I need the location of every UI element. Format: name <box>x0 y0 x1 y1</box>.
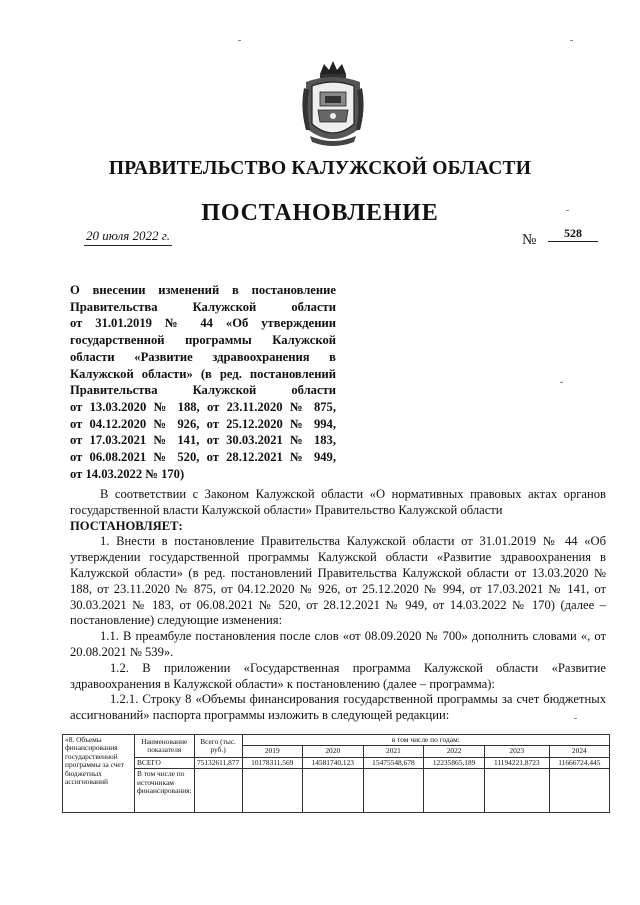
subject-line: от 04.12.2020 № 926, от 25.12.2020 № 994, <box>70 416 336 431</box>
preamble-paragraph: В соответствии с Законом Калужской области «О нормативных правовых актах органов государственной власти Калужской области» Правительство Калужской области <box>70 487 606 517</box>
scan-speck <box>560 382 563 383</box>
clause-1: 1. Внести в постановление Правительства Калужской области от 31.01.2019 № 44 «Об утверждении государственной программы Калужской области «Развитие здравоохранения в Калужской области» (в ред. постановлений Правительства Калужской области от 13.03.2020 № 188, от 23.11.2020 № 875, от 04.12.2020 № 926, от 25.12.2020 № 994, от 17.03.2021 № 141, от 30.03.2021 № 183, от 06.08.2021 № 520, от 28.12.2021 № 949, от 14.03.2022 № 170) (далее – постановление) следующие изменения: <box>70 534 606 628</box>
clause-1-2-1: 1.2.1. Строку 8 «Объемы финансирования государственной программы за счет бюджетных ассигнований» паспорта программы изложить в следующей редакции: <box>70 692 606 723</box>
document-body <box>70 487 606 724</box>
empty-cell <box>363 769 424 813</box>
organization-title: ПРАВИТЕЛЬСТВО КАЛУЖСКОЙ ОБЛАСТИ <box>108 158 532 179</box>
year-value: 11666724,445 <box>549 757 609 768</box>
subject-line: О внесении изменений в постановление <box>70 283 336 297</box>
year-value: 15475548,678 <box>363 757 424 768</box>
table-row-label: «8. Объемы финансирования государственной программы за счет бюджетных ассигнований <box>63 735 135 813</box>
document-date: 20 июля 2022 г. <box>84 228 172 246</box>
subject-line: от 17.03.2021 № 141, от 30.03.2021 № 183, <box>70 433 336 448</box>
col-header-total: Всего (тыс. руб.) <box>194 735 242 758</box>
empty-cell <box>242 769 302 813</box>
year-header: 2020 <box>302 746 363 757</box>
year-header: 2022 <box>424 746 485 757</box>
document-subject <box>70 282 336 482</box>
scan-speck <box>574 718 577 719</box>
empty-cell <box>424 769 485 813</box>
clause-1-1: 1.1. В преамбуле постановления после слов «от 08.09.2020 № 700» дополнить словами «, от 20.08.2021 № 539». <box>70 629 606 659</box>
col-header-name: Наименование показателя <box>135 735 195 758</box>
empty-cell <box>484 769 549 813</box>
resolves-heading: ПОСТАНОВЛЯЕТ: <box>70 518 183 533</box>
subject-line: Правительства Калужской области <box>70 383 336 398</box>
subject-line: от 06.08.2021 № 520, от 28.12.2021 № 949, <box>70 450 336 465</box>
subject-line: от 14.03.2022 № 170) <box>70 466 185 481</box>
document-type-title: ПОСТАНОВЛЕНИЕ <box>201 200 439 226</box>
subject-line: от 13.03.2020 № 188, от 23.11.2020 № 875, <box>70 399 336 414</box>
subject-line: Правительства Калужской области <box>70 299 336 314</box>
year-value: 12235865,189 <box>424 757 485 768</box>
year-value: 14581740,123 <box>302 757 363 768</box>
clause-1-2: 1.2. В приложении «Государственная программа Калужской области «Развитие здравоохранения в Калужской области» к постановлению (далее – программа): <box>70 660 606 691</box>
year-header: 2019 <box>242 746 302 757</box>
year-header: 2023 <box>484 746 549 757</box>
year-value: 10178311,569 <box>242 757 302 768</box>
empty-cell <box>302 769 363 813</box>
empty-cell <box>194 769 242 813</box>
coat-of-arms-emblem <box>300 58 366 150</box>
document-number: 528 <box>548 226 598 242</box>
scan-speck <box>566 210 569 211</box>
subject-line: от 31.01.2019 № 44 «Об утверждении <box>70 316 336 331</box>
year-value: 11194221,8723 <box>484 757 549 768</box>
document-number-label: № <box>522 232 537 248</box>
subject-line: государственной программы Калужской <box>70 333 336 348</box>
year-header: 2021 <box>363 746 424 757</box>
total-value: 75132611,877 <box>194 757 242 768</box>
subject-line: области «Развитие здравоохранения в <box>70 349 336 364</box>
sources-row-label: В том числе по источникам финансирования: <box>135 769 195 813</box>
scan-speck <box>570 40 573 41</box>
total-row-label: ВСЕГО <box>135 757 195 768</box>
subject-line: Калужской области» (в ред. постановлений <box>70 366 336 381</box>
financing-table <box>62 734 610 813</box>
col-header-years: в том числе по годам: <box>242 735 609 746</box>
empty-cell <box>549 769 609 813</box>
year-header: 2024 <box>549 746 609 757</box>
scan-speck <box>238 40 241 41</box>
